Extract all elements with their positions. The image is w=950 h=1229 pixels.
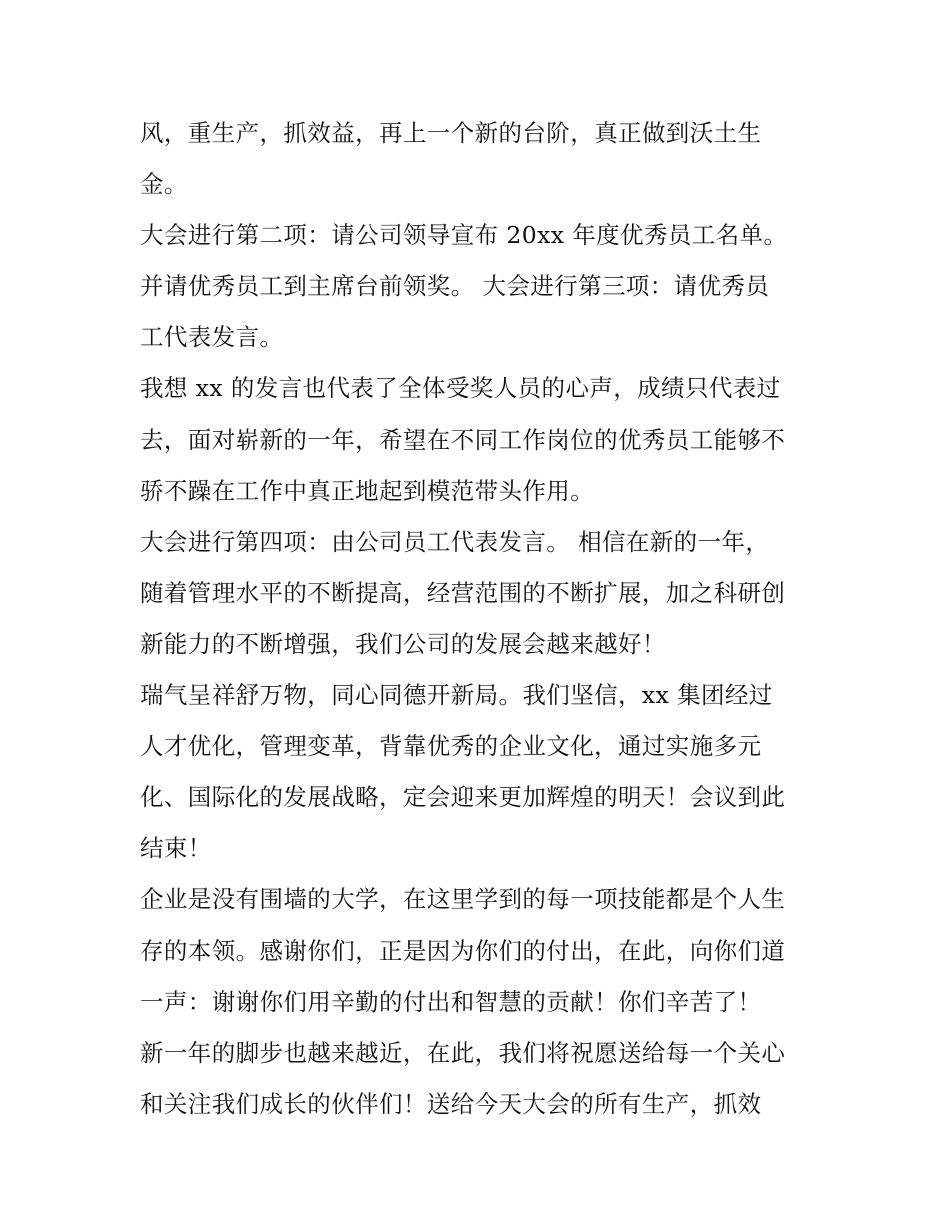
text-line: 风，重生产，抓效益，再上一个新的台阶，真正做到沃土生	[140, 119, 762, 147]
text-line: 随着管理水平的不断提高，经营范围的不断扩展，加之科研创	[140, 578, 786, 607]
text-line: 骄不躁在工作中真正地起到模范带头作用。	[140, 476, 595, 505]
text-line: 并请优秀员工到主席台前领奖。 大会进行第三项：请优秀员	[140, 272, 770, 301]
text-line: 化、国际化的发展战略，定会迎来更加辉煌的明天！会议到此	[140, 783, 786, 812]
text-line: 瑞气呈祥舒万物，同心同德开新局。我们坚信，xx 集团经过	[140, 681, 773, 710]
text-line: 人才优化，管理变革，背靠优秀的企业文化，通过实施多元	[140, 732, 762, 761]
text-line: 去，面对崭新的一年，希望在不同工作岗位的优秀员工能够不	[140, 425, 786, 454]
text-line: 结束！	[140, 834, 212, 863]
text-line: 工代表发言。	[140, 323, 284, 352]
text-line: 存的本领。感谢你们，正是因为你们的付出，在此，向你们道	[140, 936, 786, 965]
text-line: 和关注我们成长的伙伴们！送给今天大会的所有生产，抓效	[140, 1089, 762, 1118]
text-line: 企业是没有围墙的大学，在这里学到的每一项技能都是个人生	[140, 885, 786, 914]
text-line: 大会进行第二项：请公司领导宣布 20xx 年度优秀员工名单。	[140, 221, 788, 250]
body-text	[140, 108, 830, 1130]
text-line: 新一年的脚步也越来越近，在此，我们将祝愿送给每一个关心	[140, 1038, 786, 1067]
text-line: 我想 xx 的发言也代表了全体受奖人员的心声，成绩只代表过	[140, 374, 781, 403]
text-line: 一声：谢谢你们用辛勤的付出和智慧的贡献！你们辛苦了！	[140, 987, 762, 1016]
text-line: 金。	[140, 170, 188, 199]
text-line: 新能力的不断增强，我们公司的发展会越来越好！	[140, 629, 666, 658]
text-line: 大会进行第四项：由公司员工代表发言。 相信在新的一年，	[140, 527, 770, 556]
